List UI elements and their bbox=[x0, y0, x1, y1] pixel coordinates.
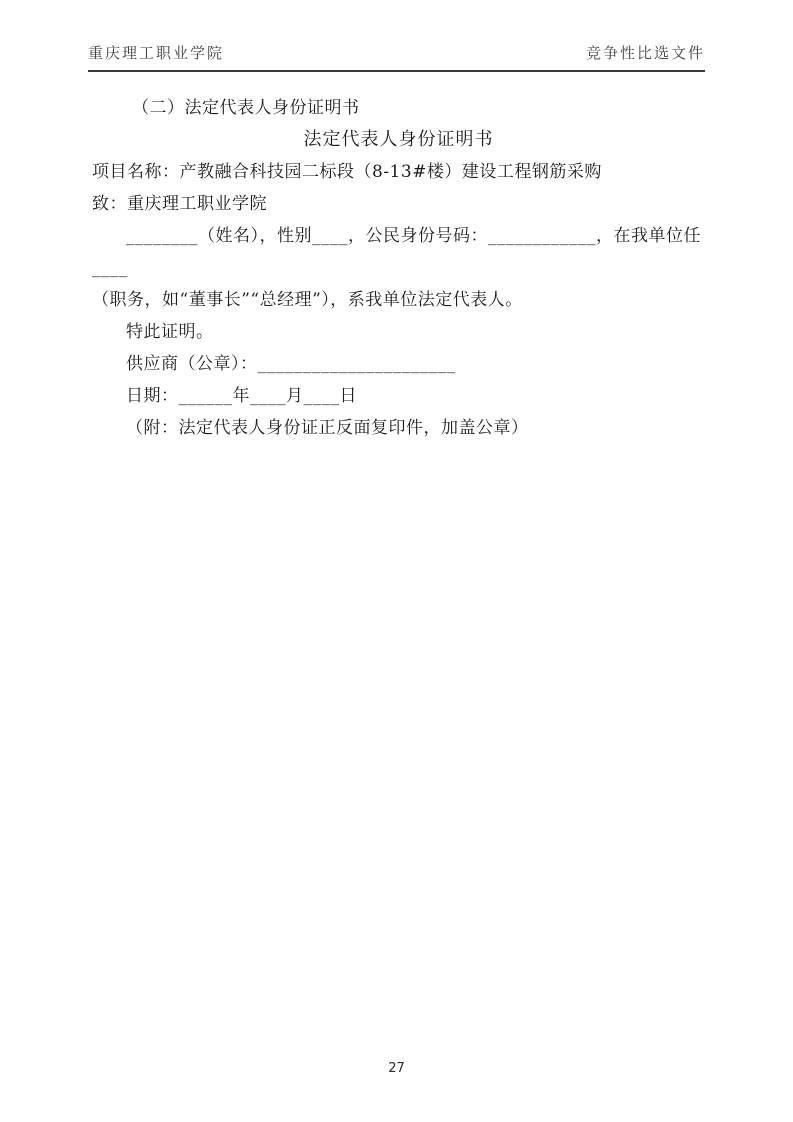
document-content bbox=[92, 92, 705, 444]
supplier-seal-line: 供应商（公章）：______________________ bbox=[126, 354, 456, 374]
page-header bbox=[88, 42, 705, 72]
certify-line: 特此证明。 bbox=[126, 322, 214, 342]
declaration-line-1: ________（姓名），性别____，公民身份号码：____________，在我单位任____ bbox=[92, 226, 701, 278]
section-heading: （二）法定代表人身份证明书 bbox=[132, 98, 360, 118]
document-title: 法定代表人身份证明书 bbox=[303, 129, 494, 150]
page-number: 27 bbox=[388, 1061, 405, 1076]
date-line: 日期：______年____月____日 bbox=[126, 386, 357, 406]
header-right-text: 竞争性比选文件 bbox=[585, 44, 705, 62]
attachment-note-line: （附：法定代表人身份证正反面复印件，加盖公章） bbox=[126, 418, 529, 438]
declaration-line-2: （职务，如“董事长”“总经理”），系我单位法定代表人。 bbox=[92, 290, 523, 310]
header-left-text: 重庆理工职业学院 bbox=[88, 44, 225, 62]
project-name-line: 项目名称：产教融合科技园二标段（8-13#楼）建设工程钢筋采购 bbox=[92, 162, 602, 182]
addressee-line: 致：重庆理工职业学院 bbox=[92, 194, 267, 214]
